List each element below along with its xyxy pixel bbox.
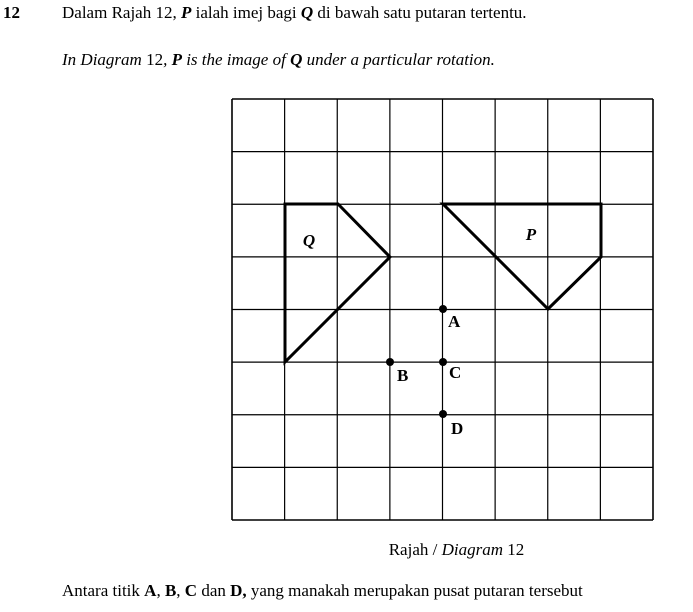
caption-number: 12 xyxy=(503,540,525,559)
prompt-option-d: D, xyxy=(230,581,247,600)
prompt-dan: dan xyxy=(197,581,231,600)
prompt-option-a: A xyxy=(144,581,157,600)
english-diagram-number: 12 xyxy=(146,50,164,69)
diagram-caption xyxy=(0,540,693,560)
malay-label-p: P xyxy=(180,3,192,22)
point-b-label: B xyxy=(397,366,409,385)
point-a-label: A xyxy=(448,312,461,331)
prompt-option-b: B xyxy=(164,581,177,600)
prompt-text-2: yang manakah merupakan pusat putaran tersebut xyxy=(246,581,583,600)
english-text-1: In Diagram xyxy=(62,50,147,69)
prompt-sep-2: , xyxy=(176,581,185,600)
english-text-4: under a particular rotation. xyxy=(302,50,495,69)
point-a-dot xyxy=(439,305,447,313)
prompt-text xyxy=(62,581,583,601)
caption-english: Diagram xyxy=(441,540,504,559)
english-text-3: is the image of xyxy=(181,50,291,69)
question-number: 12 xyxy=(3,3,20,22)
malay-text-1: Dalam Rajah 12, xyxy=(62,3,181,22)
shape-q-label: Q xyxy=(302,231,316,250)
english-text-2: , xyxy=(163,50,172,69)
point-b-dot xyxy=(386,358,394,366)
caption-malay: Rajah / xyxy=(388,540,442,559)
malay-text-3: di bawah satu putaran tertentu. xyxy=(313,3,527,22)
prompt-option-c: C xyxy=(184,581,198,600)
point-d-dot xyxy=(439,410,447,418)
point-d-label: D xyxy=(451,419,464,438)
english-label-p: P xyxy=(171,50,182,69)
point-c-label: C xyxy=(449,363,462,382)
english-label-q: Q xyxy=(290,50,303,69)
prompt-text-1: Antara titik xyxy=(62,581,145,600)
prompt-sep-1: , xyxy=(156,581,165,600)
malay-label-q: Q xyxy=(300,3,314,22)
point-c-dot xyxy=(439,358,447,366)
malay-text-2: ialah imej bagi xyxy=(191,3,301,22)
shape-p-label: P xyxy=(525,225,537,244)
